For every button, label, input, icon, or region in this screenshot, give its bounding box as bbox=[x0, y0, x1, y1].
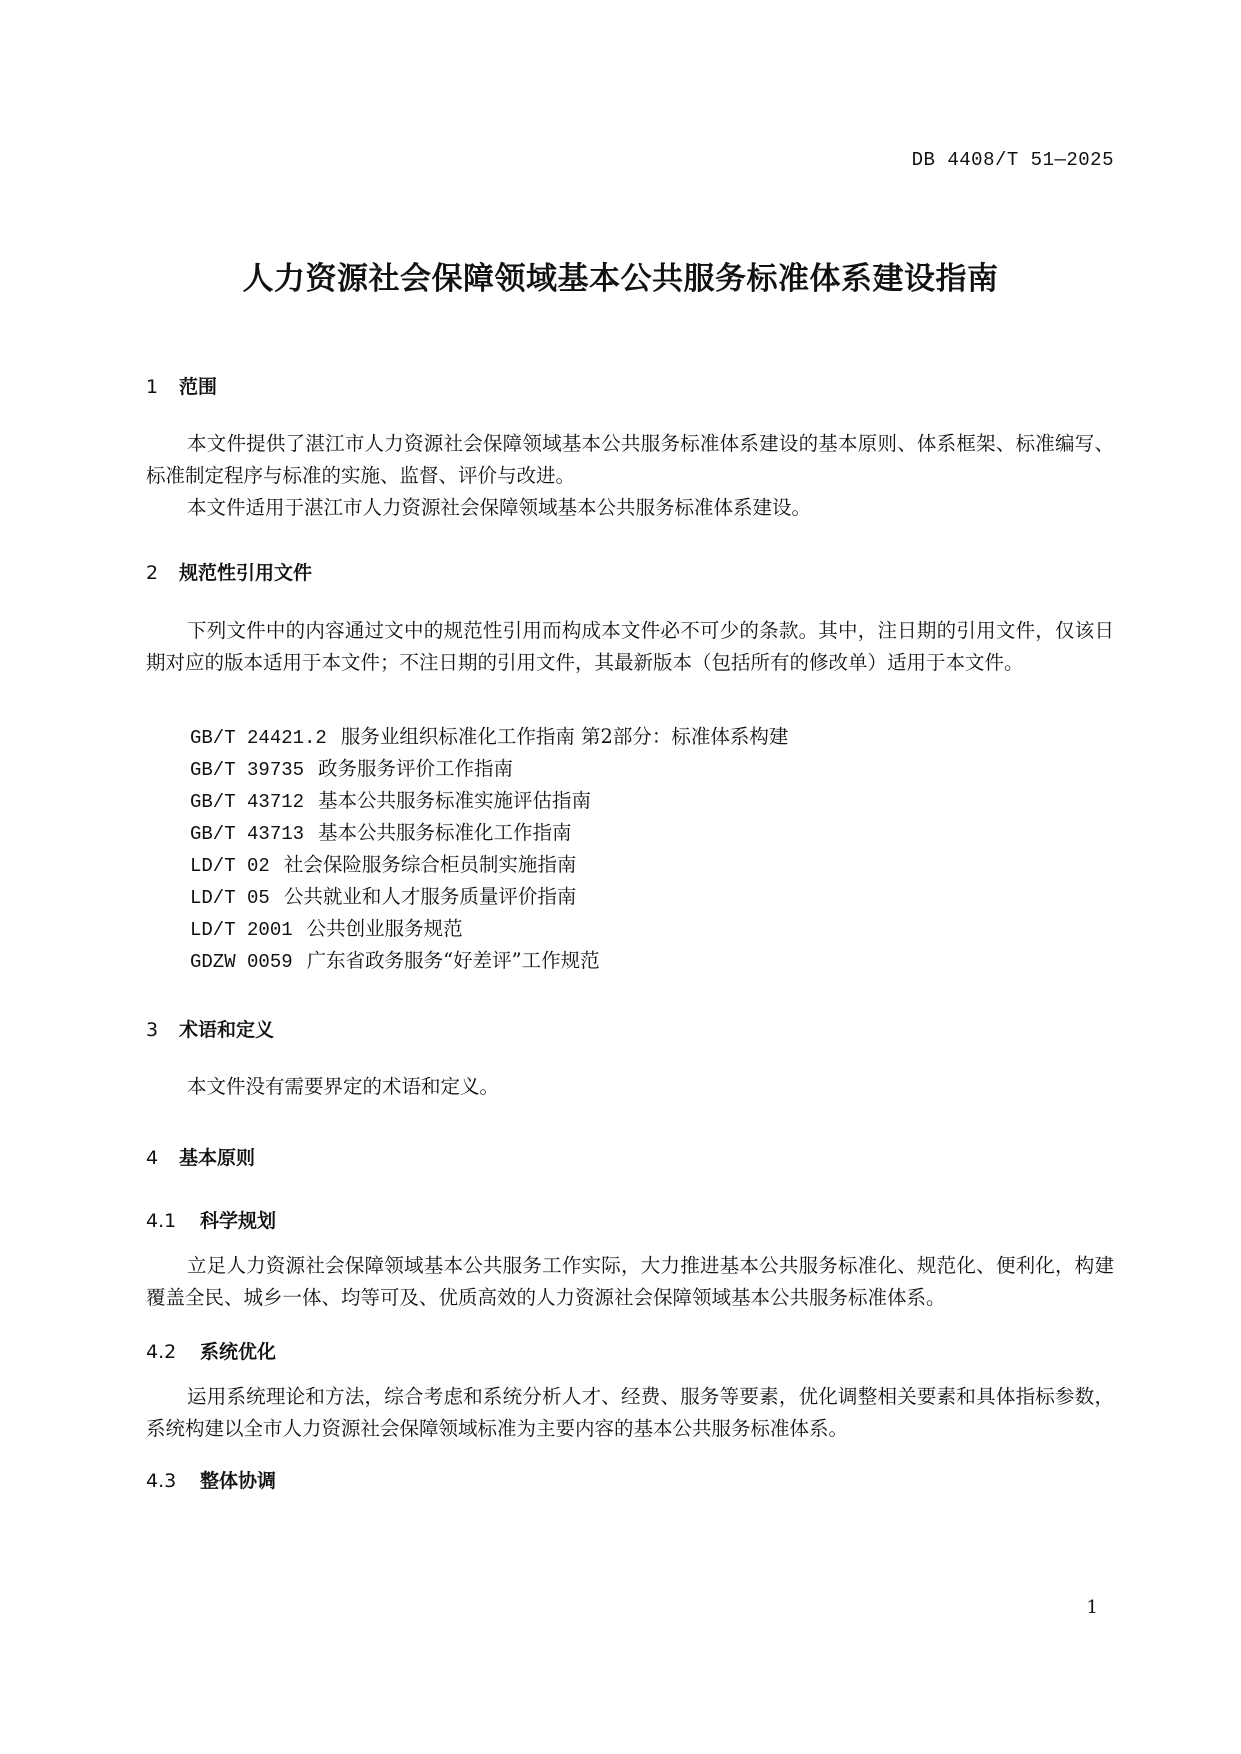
reference-title: 基本公共服务标准实施评估指南 bbox=[318, 789, 592, 812]
reference-item bbox=[190, 849, 576, 877]
reference-code: GB/T 43713 bbox=[190, 823, 305, 845]
section-2-heading bbox=[146, 558, 312, 585]
page-title: 人力资源社会保障领域基本公共服务标准体系建设指南 bbox=[242, 261, 999, 297]
reference-item bbox=[190, 817, 572, 845]
subsection-4-2-heading bbox=[146, 1337, 276, 1364]
reference-code: GDZW 0059 bbox=[190, 951, 293, 973]
reference-code: LD/T 2001 bbox=[190, 919, 293, 941]
reference-item bbox=[190, 881, 576, 909]
page-number: 1 bbox=[1086, 1597, 1098, 1618]
subsection-number: 4.2 bbox=[146, 1341, 177, 1363]
reference-code: GB/T 43712 bbox=[190, 791, 305, 813]
section-number: 3 bbox=[146, 1019, 159, 1041]
reference-item bbox=[190, 945, 600, 973]
reference-item bbox=[190, 785, 591, 813]
section-1-paragraph-1: 本文件提供了湛江市人力资源社会保障领域基本公共服务标准体系建设的基本原则、体系框架、标准编写、标准制定程序与标准的实施、监督、评价与改进。 bbox=[146, 432, 1114, 487]
section-3-paragraph-1: 本文件没有需要界定的术语和定义。 bbox=[187, 1075, 500, 1098]
reference-item bbox=[190, 721, 788, 749]
section-title: 基本原则 bbox=[179, 1147, 256, 1169]
reference-title: 广东省政务服务“好差评”工作规范 bbox=[306, 949, 600, 972]
section-4-heading bbox=[146, 1143, 255, 1170]
reference-item bbox=[190, 753, 513, 781]
subsection-number: 4.1 bbox=[146, 1210, 177, 1232]
section-title: 规范性引用文件 bbox=[179, 562, 313, 584]
section-number: 2 bbox=[146, 562, 159, 584]
reference-title: 服务业组织标准化工作指南 第2部分：标准体系构建 bbox=[340, 725, 789, 748]
reference-title: 政务服务评价工作指南 bbox=[318, 757, 514, 780]
subsection-4-3-heading bbox=[146, 1466, 276, 1493]
section-3-heading bbox=[146, 1015, 274, 1042]
reference-title: 基本公共服务标准化工作指南 bbox=[318, 821, 572, 844]
subsection-title: 整体协调 bbox=[200, 1470, 277, 1492]
document-number: DB 4408/T 51—2025 bbox=[911, 149, 1114, 171]
reference-code: LD/T 02 bbox=[190, 855, 270, 877]
section-number: 4 bbox=[146, 1147, 159, 1169]
reference-code: GB/T 24421.2 bbox=[190, 727, 327, 749]
reference-title: 社会保险服务综合柜员制实施指南 bbox=[283, 853, 577, 876]
subsection-number: 4.3 bbox=[146, 1470, 177, 1492]
subsection-4-1-paragraph: 立足人力资源社会保障领域基本公共服务工作实际，大力推进基本公共服务标准化、规范化、便利化，构建覆盖全民、城乡一体、均等可及、优质高效的人力资源社会保障领域基本公共服务标准体系。 bbox=[146, 1254, 1114, 1309]
reference-title: 公共就业和人才服务质量评价指南 bbox=[283, 885, 577, 908]
section-title: 范围 bbox=[179, 376, 218, 398]
section-1-paragraph-2: 本文件适用于湛江市人力资源社会保障领域基本公共服务标准体系建设。 bbox=[187, 496, 812, 519]
reference-code: LD/T 05 bbox=[190, 887, 270, 909]
section-1-heading bbox=[146, 372, 217, 399]
reference-item bbox=[190, 913, 463, 941]
section-title: 术语和定义 bbox=[179, 1019, 275, 1041]
reference-title: 公共创业服务规范 bbox=[306, 917, 463, 940]
subsection-title: 科学规划 bbox=[200, 1210, 277, 1232]
reference-code: GB/T 39735 bbox=[190, 759, 305, 781]
subsection-4-1-heading bbox=[146, 1206, 276, 1233]
section-number: 1 bbox=[146, 376, 159, 398]
section-2-paragraph-1: 下列文件中的内容通过文中的规范性引用而构成本文件必不可少的条款。其中，注日期的引用文件，仅该日期对应的版本适用于本文件；不注日期的引用文件，其最新版本（包括所有的修改单）适用于本文件。 bbox=[146, 619, 1114, 674]
subsection-4-2-paragraph: 运用系统理论和方法，综合考虑和系统分析人才、经费、服务等要素，优化调整相关要素和具体指标参数，系统构建以全市人力资源社会保障领域标准为主要内容的基本公共服务标准体系。 bbox=[146, 1385, 1114, 1440]
subsection-title: 系统优化 bbox=[200, 1341, 277, 1363]
